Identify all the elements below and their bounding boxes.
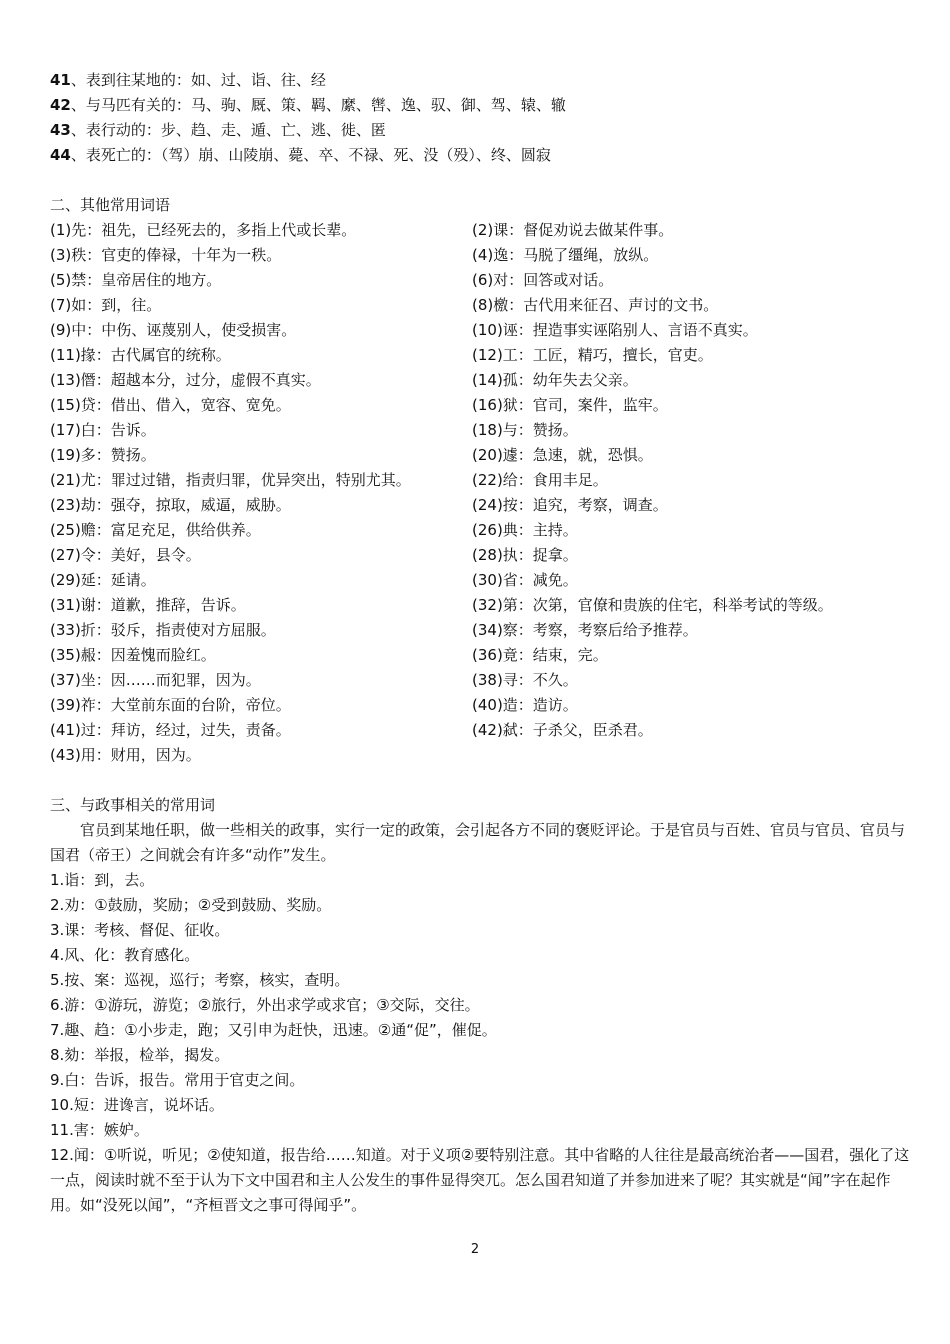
list-item: 1.诣：到，去。 — [50, 871, 155, 889]
vocab-item: (12)工：工匠，精巧，擅长，官吏。 — [472, 346, 713, 364]
vocab-item: (33)折：驳斥，指责使对方屈服。 — [50, 621, 276, 639]
politics-list — [50, 868, 910, 1143]
vocab-grid — [50, 218, 910, 768]
vocab-item: (28)执：捉拿。 — [472, 546, 578, 564]
vocab-item: (24)按：追究，考察，调查。 — [472, 496, 668, 514]
list-item: 41、表到往某地的：如、过、诣、往、经 — [50, 71, 326, 89]
vocab-item: (18)与：赞扬。 — [472, 421, 578, 439]
list-item: 10.短：进谗言，说坏话。 — [50, 1096, 224, 1114]
vocab-item: (23)劫：强夺，掠取，威逼，威胁。 — [50, 496, 291, 514]
vocab-item: (27)令：美好，县令。 — [50, 546, 201, 564]
vocab-item: (9)中：中伤、诬蔑别人，使受损害。 — [50, 321, 297, 339]
section-heading: 三、与政事相关的常用词 — [50, 796, 216, 814]
vocab-item: (14)孤：幼年失去父亲。 — [472, 371, 638, 389]
list-item: 7.趣、趋：①小步走，跑；又引申为赶快，迅速。②通“促”，催促。 — [50, 1021, 497, 1039]
vocab-item: (41)过：拜访，经过，过失，责备。 — [50, 721, 291, 739]
vocab-item: (13)僭：超越本分，过分，虚假不真实。 — [50, 371, 321, 389]
vocab-item: (43)用：财用，因为。 — [50, 746, 201, 764]
vocab-item: (2)课：督促劝说去做某件事。 — [472, 221, 674, 239]
intro-paragraph: 官员到某地任职，做一些相关的政事，实行一定的政策，会引起各方不同的褒贬评论。于是官员与百姓、官员与官员、官员与国君（帝王）之间就会有许多“动作”发生。 — [50, 821, 906, 864]
vocab-item: (1)先：祖先，已经死去的，多指上代或长辈。 — [50, 221, 357, 239]
list-item: 6.游：①游玩，游览；②旅行，外出求学或求官；③交际，交往。 — [50, 996, 480, 1014]
vocab-item: (16)狱：官司，案件，监牢。 — [472, 396, 668, 414]
list-item: 43、表行动的：步、趋、走、遁、亡、逃、徙、匿 — [50, 121, 386, 139]
list-item: 42、与马匹有关的：马、驹、厩、策、羁、縻、辔、逸、驭、御、驾、辕、辙 — [50, 96, 566, 114]
document-page — [50, 68, 910, 1218]
vocab-item: (42)弑：子杀父，臣杀君。 — [472, 721, 653, 739]
list-item: 11.害：嫉妒。 — [50, 1121, 149, 1139]
list-item: 2.劝：①鼓励，奖励；②受到鼓励、奖励。 — [50, 896, 332, 914]
section-heading: 二、其他常用词语 — [50, 196, 171, 214]
vocab-item: (3)秩：官吏的俸禄，十年为一秩。 — [50, 246, 282, 264]
vocab-item: (21)尤：罪过过错，指责归罪，优异突出，特别尤其。 — [50, 471, 411, 489]
vocab-item: (30)省：减免。 — [472, 571, 578, 589]
top-list — [50, 68, 910, 168]
vocab-item: (34)察：考察，考察后给予推荐。 — [472, 621, 698, 639]
vocab-item: (4)逸：马脱了缰绳，放纵。 — [472, 246, 659, 264]
vocab-item: (17)白：告诉。 — [50, 421, 156, 439]
list-item: 12.闻：①听说，听见；②使知道，报告给……知道。对于义项②要特别注意。其中省略的人往往是最高统治者——国君，强化了这一点，阅读时就不至于认为下文中国君和主人公发生的事件显得突兀。怎么国君知道了并参加进来了呢？其实就是“闻”字在起作用。如“没死以闻”，“齐桓晋文之事可得闻乎”。 — [50, 1146, 910, 1214]
vocab-item: (35)赧：因羞愧而脸红。 — [50, 646, 216, 664]
vocab-item: (6)对：回答或对话。 — [472, 271, 614, 289]
vocab-item: (19)多：赞扬。 — [50, 446, 156, 464]
vocab-item: (26)典：主持。 — [472, 521, 578, 539]
vocab-item: (10)诬：捏造事实诬陷别人、言语不真实。 — [472, 321, 758, 339]
vocab-item: (22)给：食用丰足。 — [472, 471, 608, 489]
vocab-item: (37)坐：因……而犯罪，因为。 — [50, 671, 261, 689]
page-number: 2 — [470, 1242, 480, 1257]
vocab-item: (11)掾：古代属官的统称。 — [50, 346, 231, 364]
list-item: 4.风、化：教育感化。 — [50, 946, 200, 964]
vocab-item: (32)第：次第，官僚和贵族的住宅，科举考试的等级。 — [472, 596, 833, 614]
vocab-item: (38)寻：不久。 — [472, 671, 578, 689]
vocab-item: (36)竟：结束，完。 — [472, 646, 608, 664]
vocab-item: (29)延：延请。 — [50, 571, 156, 589]
vocab-item: (25)赡：富足充足，供给供养。 — [50, 521, 261, 539]
vocab-item: (15)贷：借出、借入，宽容、宽免。 — [50, 396, 291, 414]
list-item: 9.白：告诉，报告。常用于官吏之间。 — [50, 1071, 305, 1089]
list-item: 44、表死亡的：（驾）崩、山陵崩、薨、卒、不禄、死、没（殁）、终、圆寂 — [50, 146, 551, 164]
list-item: 5.按、案：巡视，巡行；考察，核实，查明。 — [50, 971, 350, 989]
vocab-item: (31)谢：道歉，推辞，告诉。 — [50, 596, 246, 614]
vocab-item: (40)造：造访。 — [472, 696, 578, 714]
list-item: 3.课：考核、督促、征收。 — [50, 921, 230, 939]
list-item: 8.劾：举报，检举，揭发。 — [50, 1046, 230, 1064]
vocab-item: (7)如：到，往。 — [50, 296, 162, 314]
vocab-item: (8)檄：古代用来征召、声讨的文书。 — [472, 296, 719, 314]
vocab-item — [470, 743, 910, 768]
vocab-item: (39)祚：大堂前东面的台阶，帝位。 — [50, 696, 291, 714]
vocab-item: (5)禁：皇帝居住的地方。 — [50, 271, 222, 289]
vocab-item: (20)遽：急速，就，恐惧。 — [472, 446, 653, 464]
